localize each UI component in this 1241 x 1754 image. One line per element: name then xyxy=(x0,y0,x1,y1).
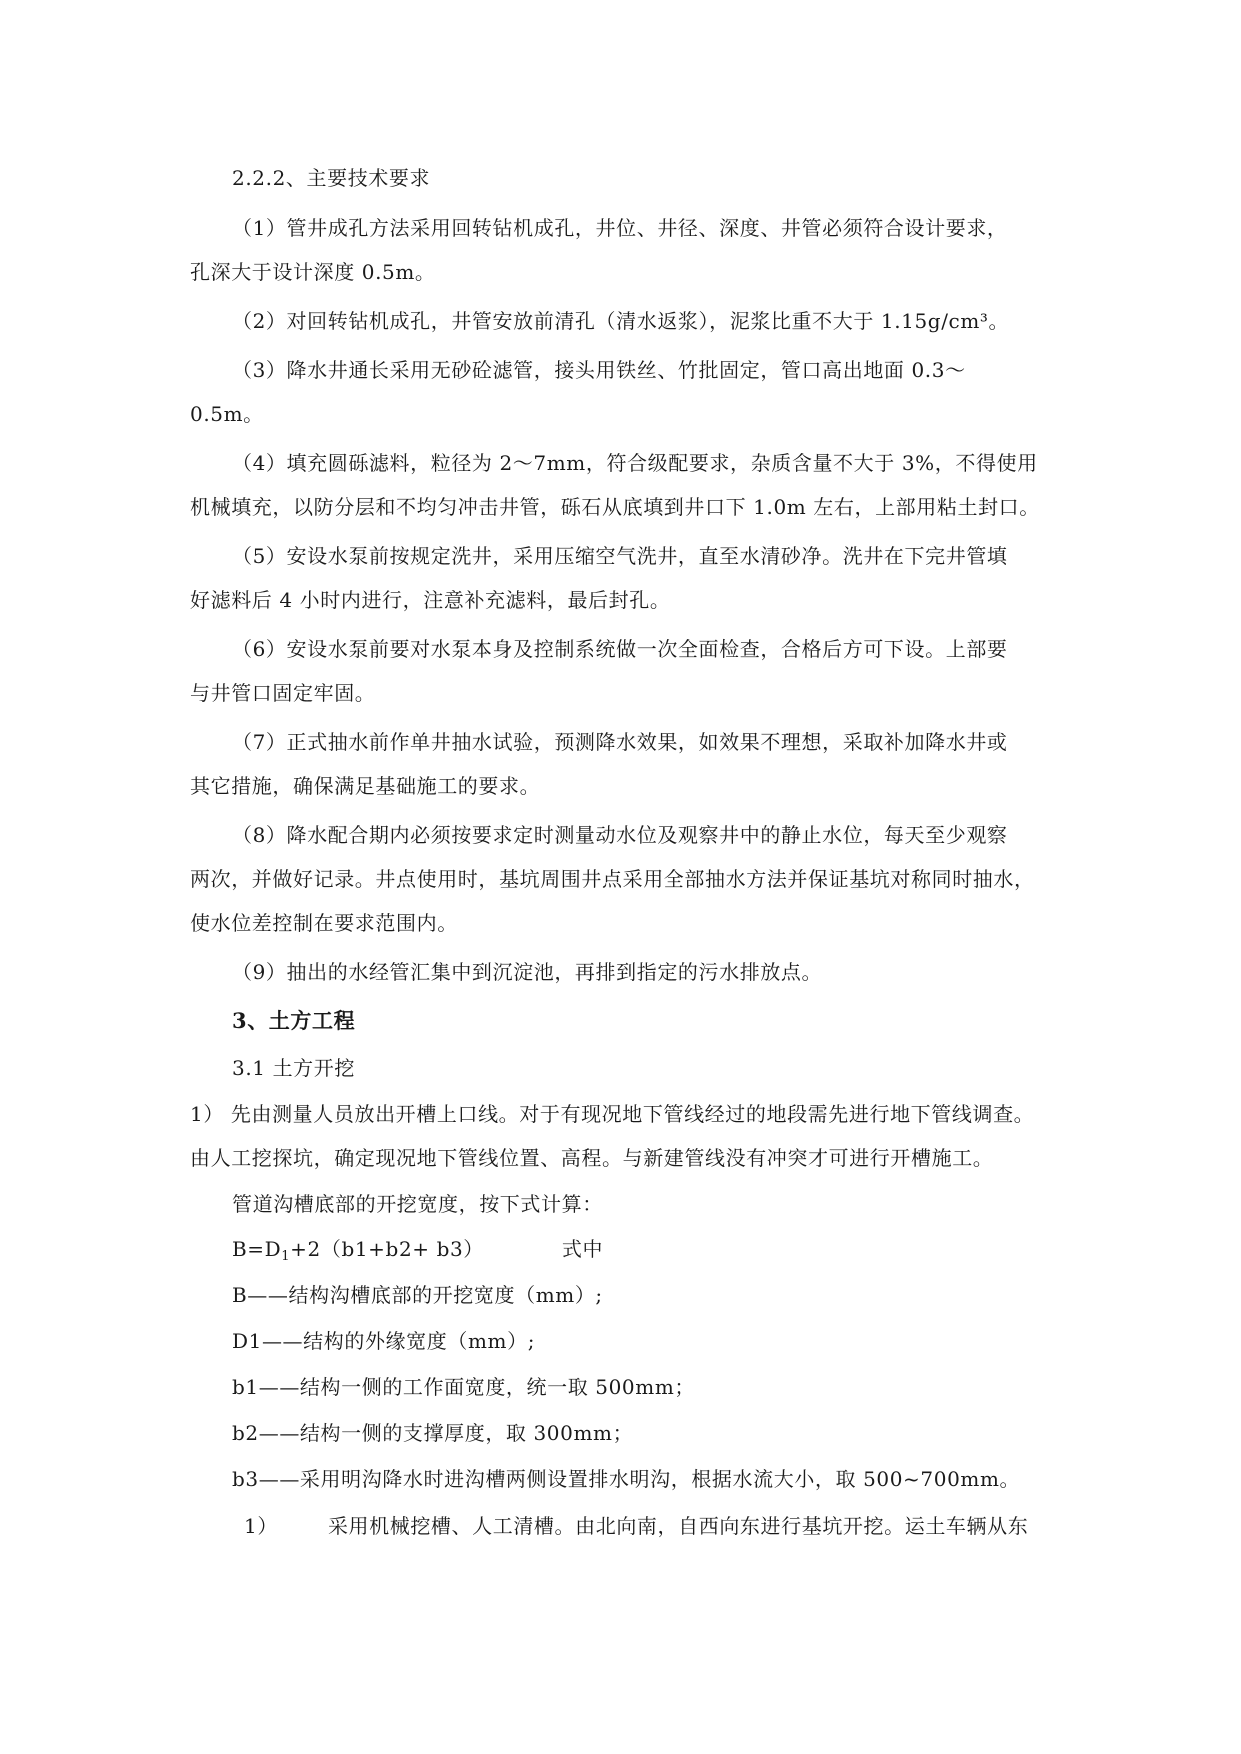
item-9-line-1: （9）抽出的水经管汇集中到沉淀池，再排到指定的污水排放点。 xyxy=(232,960,823,984)
item-1-line-1: （1）管井成孔方法采用回转钻机成孔，井位、井径、深度、井管必须符合设计要求， xyxy=(232,216,1008,240)
definition-D1: D1——结构的外缘宽度（mm）; xyxy=(232,1329,536,1353)
item-4-line-2: 机械填充，以防分层和不均匀冲击井管，砾石从底填到井口下 1.0m 左右，上部用粘土封口。 xyxy=(190,495,1040,519)
section-heading-2-2-2: 2.2.2、主要技术要求 xyxy=(232,166,431,190)
formula-part-a: B=D xyxy=(232,1237,282,1261)
item-3-line-1: （3）降水井通长采用无砂砼滤管，接头用铁丝、竹批固定，管口高出地面 0.3～ xyxy=(232,358,966,382)
item-8-line-2: 两次，并做好记录。井点使用时，基坑周围井点采用全部抽水方法并保证基坑对称同时抽水， xyxy=(190,867,1035,891)
item-5-line-1: （5）安设水泵前按规定洗井，采用压缩空气洗井，直至水清砂净。洗井在下完井管填 xyxy=(232,544,1008,568)
last-paragraph-line xyxy=(244,1514,1028,1538)
formula-subscript: 1 xyxy=(281,1249,291,1264)
last-paragraph-number: 1） xyxy=(244,1514,278,1538)
last-paragraph-text: 采用机械挖槽、人工清槽。由北向南，自西向东进行基坑开挖。运土车辆从东 xyxy=(327,1514,1029,1538)
item-7-line-1: （7）正式抽水前作单井抽水试验，预测降水效果，如效果不理想，采取补加降水井或 xyxy=(232,730,1008,754)
item-8-line-1: （8）降水配合期内必须按要求定时测量动水位及观察井中的静止水位，每天至少观察 xyxy=(232,823,1008,847)
definition-B: B——结构沟槽底部的开挖宽度（mm）; xyxy=(232,1283,603,1307)
item-6-line-2: 与井管口固定牢固。 xyxy=(190,681,376,705)
item-6-line-1: （6）安设水泵前要对水泵本身及控制系统做一次全面检查，合格后方可下设。上部要 xyxy=(232,637,1008,661)
definition-b2: b2——结构一侧的支撑厚度，取 300mm； xyxy=(232,1421,634,1445)
item-7-line-2: 其它措施，确保满足基础施工的要求。 xyxy=(190,774,541,798)
section-heading-3-1: 3.1 土方开挖 xyxy=(232,1056,355,1080)
formula-intro: 管道沟槽底部的开挖宽度，按下式计算： xyxy=(232,1192,603,1216)
section-heading-3: 3、土方工程 xyxy=(232,1008,356,1033)
para-1-line-1: 1） 先由测量人员放出开槽上口线。对于有现况地下管线经过的地段需先进行地下管线调查。 xyxy=(190,1102,1035,1126)
definition-b1: b1——结构一侧的工作面宽度，统一取 500mm； xyxy=(232,1375,695,1399)
item-3-line-2: 0.5m。 xyxy=(190,402,264,426)
para-1-line-2: 由人工挖探坑，确定现况地下管线位置、高程。与新建管线没有冲突才可进行开槽施工。 xyxy=(190,1146,994,1170)
item-1-line-2: 孔深大于设计深度 0.5m。 xyxy=(190,260,436,284)
item-2-line-1: （2）对回转钻机成孔，井管安放前清孔（清水返浆），泥浆比重不大于 1.15g/cm³。 xyxy=(232,309,1010,333)
item-8-line-3: 使水位差控制在要求范围内。 xyxy=(190,911,458,935)
formula-part-b: +2（b1+b2+ b3） xyxy=(290,1237,484,1261)
definition-b3: b3——采用明沟降水时进沟槽两侧设置排水明沟，根据水流大小，取 500~700mm。 xyxy=(232,1467,1021,1491)
formula-line xyxy=(232,1237,604,1264)
formula-where-label: 式中 xyxy=(561,1237,604,1261)
item-5-line-2: 好滤料后 4 小时内进行，注意补充滤料，最后封孔。 xyxy=(190,588,671,612)
item-4-line-1: （4）填充圆砾滤料，粒径为 2～7mm，符合级配要求，杂质含量不大于 3%，不得使用 xyxy=(232,451,1038,475)
